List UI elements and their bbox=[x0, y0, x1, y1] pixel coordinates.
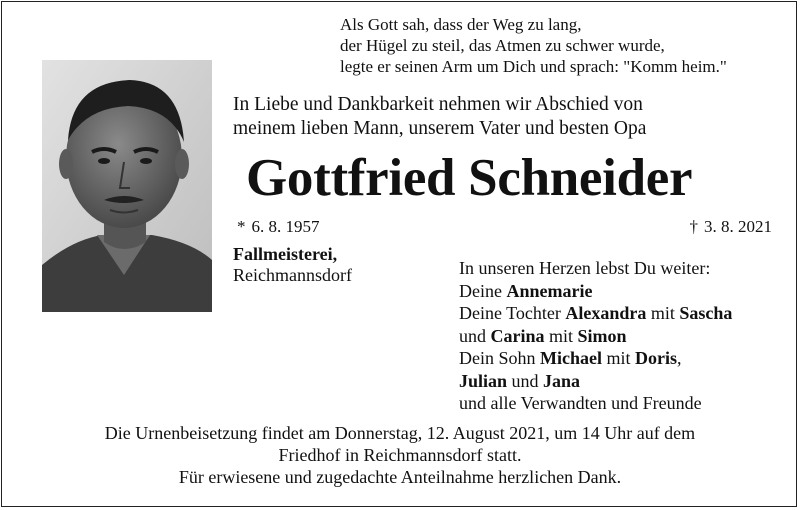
family-intro: In unseren Herzen lebst Du weiter: bbox=[459, 258, 711, 278]
farewell-intro bbox=[233, 93, 793, 141]
family-text: und bbox=[507, 370, 544, 391]
poem-line: Als Gott sah, dass der Weg zu lang, bbox=[340, 15, 582, 34]
family-member: Jana bbox=[543, 370, 581, 391]
death-date-value: 3. 8. 2021 bbox=[704, 217, 772, 236]
family-text: mit bbox=[601, 348, 635, 368]
footer-line: Für erwiesene und zugedachte Anteilnahme herzlichen Dank. bbox=[178, 467, 622, 487]
family-text: Deine Tochter bbox=[459, 303, 566, 323]
intro-line: meinem lieben Mann, unserem Vater und besten Opa bbox=[233, 118, 647, 139]
poem-line: legte er seinen Arm um Dich und sprach: "Komm heim." bbox=[340, 57, 727, 76]
portrait-photo bbox=[42, 60, 212, 312]
death-cross-icon: † bbox=[689, 217, 698, 236]
death-date bbox=[690, 216, 773, 238]
family-line bbox=[459, 302, 794, 325]
family-member: Carina bbox=[490, 325, 545, 346]
footer-line: Friedhof in Reichmannsdorf statt. bbox=[278, 445, 522, 465]
residence-line-1: Fallmeisterei, bbox=[233, 244, 338, 264]
family-text: , bbox=[677, 348, 682, 368]
funeral-info bbox=[20, 422, 780, 488]
family-member: Julian bbox=[459, 370, 508, 391]
intro-line: In Liebe und Dankbarkeit nehmen wir Abschied von bbox=[233, 94, 643, 115]
deceased-name: Gottfried Schneider bbox=[246, 149, 693, 207]
family-line bbox=[459, 370, 794, 393]
family-member: Sascha bbox=[679, 303, 733, 323]
family-text: Dein Sohn bbox=[459, 348, 540, 368]
residence bbox=[233, 244, 352, 286]
family-line bbox=[459, 280, 794, 303]
family-member: Annemarie bbox=[506, 280, 593, 301]
poem bbox=[340, 14, 790, 77]
family-member: Simon bbox=[577, 325, 627, 346]
birth-star-icon: * bbox=[237, 217, 246, 236]
family-line bbox=[459, 347, 794, 370]
family-text: mit bbox=[544, 325, 578, 346]
footer-line: Die Urnenbeisetzung findet am Donnerstag, 12. August 2021, um 14 Uhr auf dem bbox=[104, 423, 696, 443]
family-text: Deine bbox=[459, 280, 507, 301]
portrait-image bbox=[42, 60, 212, 312]
family-member: Alexandra bbox=[565, 303, 647, 323]
family-line: und alle Verwandten und Freunde bbox=[459, 393, 702, 413]
family-text: und bbox=[459, 325, 491, 346]
birth-date-value: 6. 8. 1957 bbox=[251, 217, 320, 236]
birth-date bbox=[237, 216, 320, 238]
residence-line-2: Reichmannsdorf bbox=[233, 265, 352, 285]
family-list bbox=[459, 257, 794, 415]
family-member: Michael bbox=[540, 348, 602, 368]
family-member: Doris bbox=[635, 348, 677, 368]
family-line bbox=[459, 325, 794, 348]
family-text: mit bbox=[646, 303, 680, 323]
poem-line: der Hügel zu steil, das Atmen zu schwer wurde, bbox=[340, 36, 665, 55]
